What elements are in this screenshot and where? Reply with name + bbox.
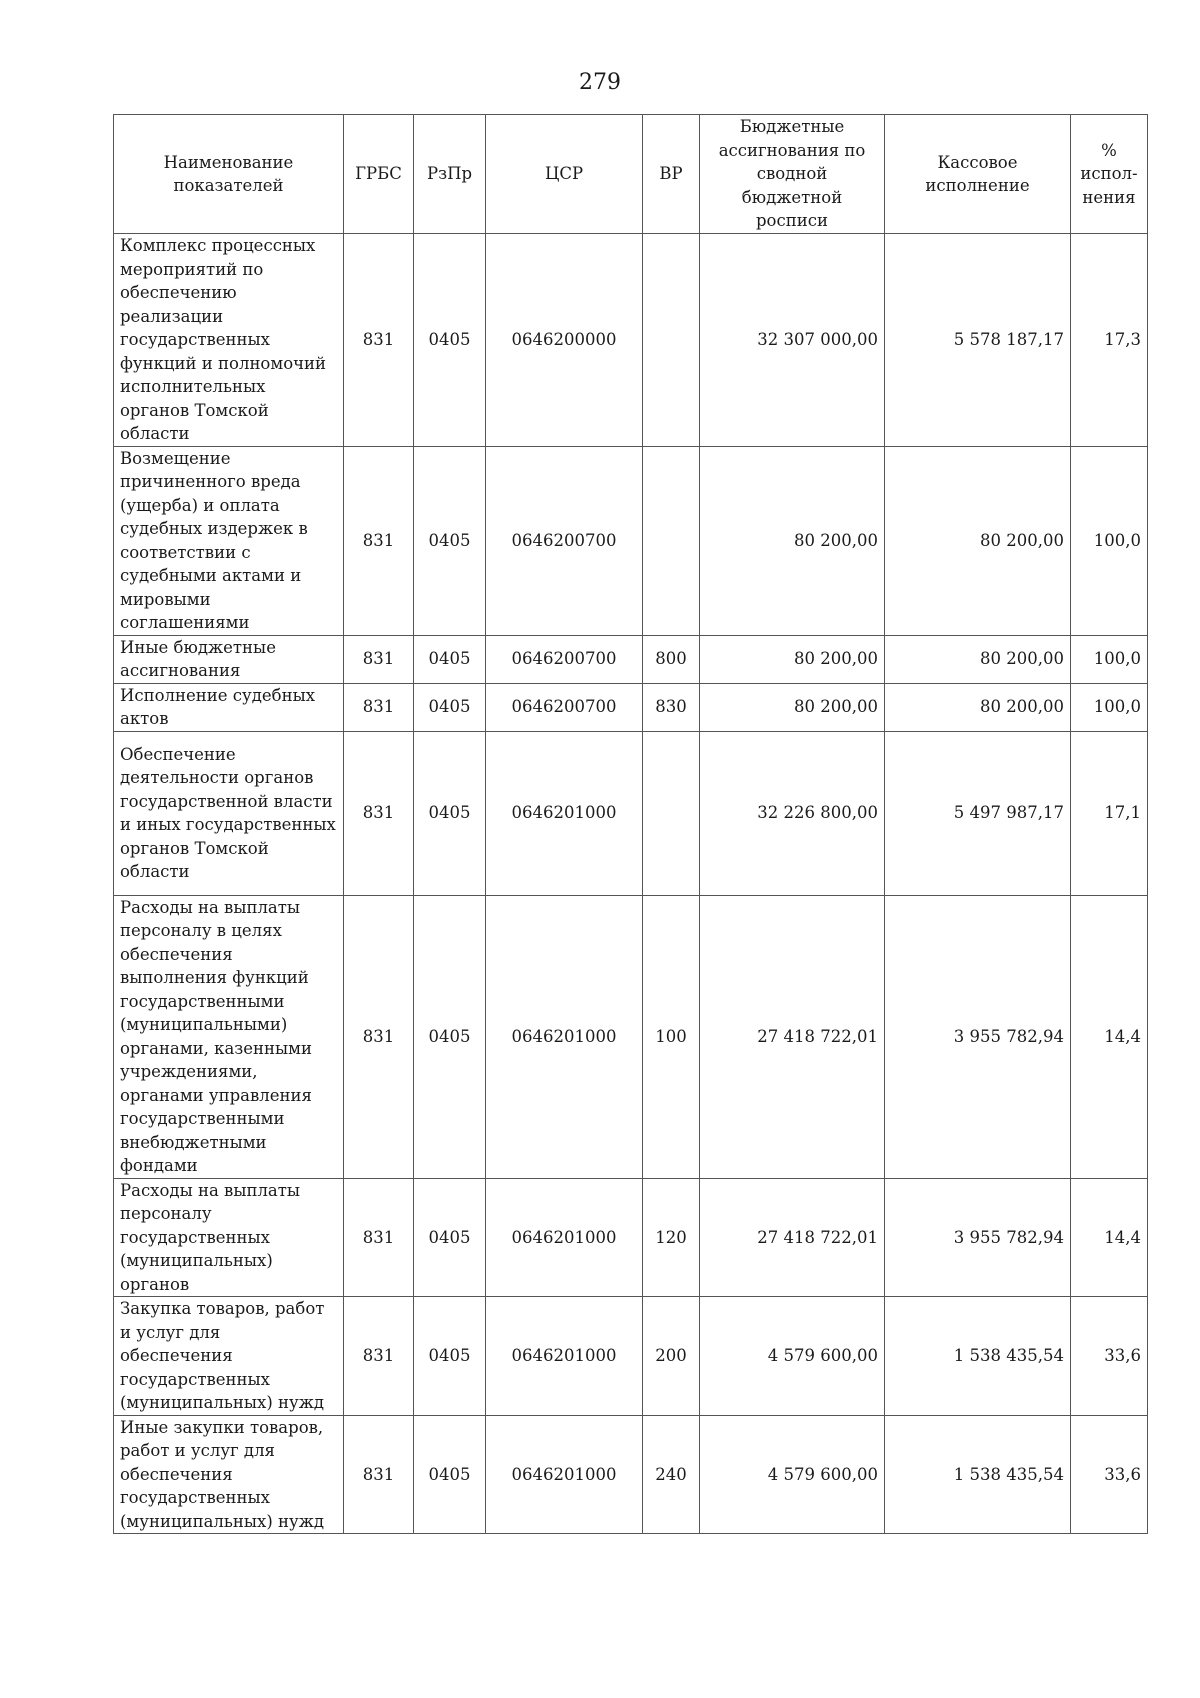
header-name: Наименование показателей — [114, 115, 344, 234]
row-vr — [643, 446, 700, 635]
row-grbs: 831 — [344, 1178, 414, 1297]
row-cash: 80 200,00 — [885, 635, 1071, 683]
row-vr: 100 — [643, 895, 700, 1178]
row-percent: 17,3 — [1071, 234, 1148, 447]
row-csr: 0646201000 — [486, 1415, 643, 1534]
header-grbs: ГРБС — [344, 115, 414, 234]
header-rzpr: РзПр — [414, 115, 486, 234]
row-percent: 100,0 — [1071, 635, 1148, 683]
row-name: Закупка товаров, работ и услуг для обеспечения государственных (муниципальных) нужд — [114, 1297, 344, 1416]
row-name: Обеспечение деятельности органов государственной власти и иных государственных органов Томской области — [114, 731, 344, 895]
row-percent: 17,1 — [1071, 731, 1148, 895]
row-grbs: 831 — [344, 683, 414, 731]
row-rzpr: 0405 — [414, 895, 486, 1178]
row-cash: 3 955 782,94 — [885, 1178, 1071, 1297]
row-name: Иные бюджетные ассигнования — [114, 635, 344, 683]
row-grbs: 831 — [344, 895, 414, 1178]
header-csr: ЦСР — [486, 115, 643, 234]
row-budget: 80 200,00 — [700, 446, 885, 635]
row-percent: 14,4 — [1071, 1178, 1148, 1297]
table-header-row — [114, 115, 1148, 234]
row-percent: 100,0 — [1071, 683, 1148, 731]
header-vr: ВР — [643, 115, 700, 234]
row-cash: 1 538 435,54 — [885, 1297, 1071, 1416]
row-csr: 0646200700 — [486, 446, 643, 635]
row-rzpr: 0405 — [414, 1415, 486, 1534]
row-cash: 1 538 435,54 — [885, 1415, 1071, 1534]
row-name: Возмещение причиненного вреда (ущерба) и оплата судебных издержек в соответствии с судебными актами и мировыми соглашениями — [114, 446, 344, 635]
row-cash: 80 200,00 — [885, 446, 1071, 635]
row-name: Расходы на выплаты персоналу государственных (муниципальных) органов — [114, 1178, 344, 1297]
row-grbs: 831 — [344, 1297, 414, 1416]
row-name: Расходы на выплаты персоналу в целях обеспечения выполнения функций государственными (муниципальными) органами, казенными учреждениями, органами управления государственными внебюджетными фондами — [114, 895, 344, 1178]
row-rzpr: 0405 — [414, 683, 486, 731]
row-rzpr: 0405 — [414, 1297, 486, 1416]
row-cash: 80 200,00 — [885, 683, 1071, 731]
table-row — [114, 1415, 1148, 1534]
header-cash: Кассовое исполнение — [885, 115, 1071, 234]
row-budget: 80 200,00 — [700, 635, 885, 683]
row-budget: 27 418 722,01 — [700, 1178, 885, 1297]
row-budget: 27 418 722,01 — [700, 895, 885, 1178]
row-vr: 240 — [643, 1415, 700, 1534]
row-rzpr: 0405 — [414, 1178, 486, 1297]
budget-table — [113, 114, 1148, 1534]
row-csr: 0646200700 — [486, 683, 643, 731]
row-budget: 4 579 600,00 — [700, 1415, 885, 1534]
table-row — [114, 1297, 1148, 1416]
row-grbs: 831 — [344, 234, 414, 447]
table-row — [114, 683, 1148, 731]
row-csr: 0646200000 — [486, 234, 643, 447]
row-csr: 0646201000 — [486, 1178, 643, 1297]
row-percent: 100,0 — [1071, 446, 1148, 635]
table-row — [114, 895, 1148, 1178]
row-csr: 0646201000 — [486, 731, 643, 895]
row-rzpr: 0405 — [414, 635, 486, 683]
row-rzpr: 0405 — [414, 731, 486, 895]
row-grbs: 831 — [344, 635, 414, 683]
row-cash: 5 578 187,17 — [885, 234, 1071, 447]
page-number: 279 — [579, 70, 621, 95]
row-csr: 0646201000 — [486, 1297, 643, 1416]
row-vr — [643, 731, 700, 895]
table-row — [114, 1178, 1148, 1297]
row-rzpr: 0405 — [414, 234, 486, 447]
row-vr: 800 — [643, 635, 700, 683]
row-vr: 830 — [643, 683, 700, 731]
row-budget: 4 579 600,00 — [700, 1297, 885, 1416]
row-budget: 32 307 000,00 — [700, 234, 885, 447]
row-rzpr: 0405 — [414, 446, 486, 635]
row-grbs: 831 — [344, 731, 414, 895]
row-vr: 200 — [643, 1297, 700, 1416]
row-grbs: 831 — [344, 1415, 414, 1534]
table-row — [114, 234, 1148, 447]
row-csr: 0646201000 — [486, 895, 643, 1178]
row-name: Иные закупки товаров, работ и услуг для обеспечения государственных (муниципальных) нужд — [114, 1415, 344, 1534]
row-name: Комплекс процессных мероприятий по обеспечению реализации государственных функций и полномочий исполнительных органов Томской области — [114, 234, 344, 447]
row-cash: 3 955 782,94 — [885, 895, 1071, 1178]
row-vr: 120 — [643, 1178, 700, 1297]
row-budget: 80 200,00 — [700, 683, 885, 731]
table-row — [114, 731, 1148, 895]
row-percent: 33,6 — [1071, 1297, 1148, 1416]
row-percent: 33,6 — [1071, 1415, 1148, 1534]
header-percent: % испол-нения — [1071, 115, 1148, 234]
row-cash: 5 497 987,17 — [885, 731, 1071, 895]
row-percent: 14,4 — [1071, 895, 1148, 1178]
row-csr: 0646200700 — [486, 635, 643, 683]
row-budget: 32 226 800,00 — [700, 731, 885, 895]
table-row — [114, 446, 1148, 635]
header-budget: Бюджетные ассигнования по сводной бюджетной росписи — [700, 115, 885, 234]
row-grbs: 831 — [344, 446, 414, 635]
row-name: Исполнение судебных актов — [114, 683, 344, 731]
row-vr — [643, 234, 700, 447]
table-row — [114, 635, 1148, 683]
